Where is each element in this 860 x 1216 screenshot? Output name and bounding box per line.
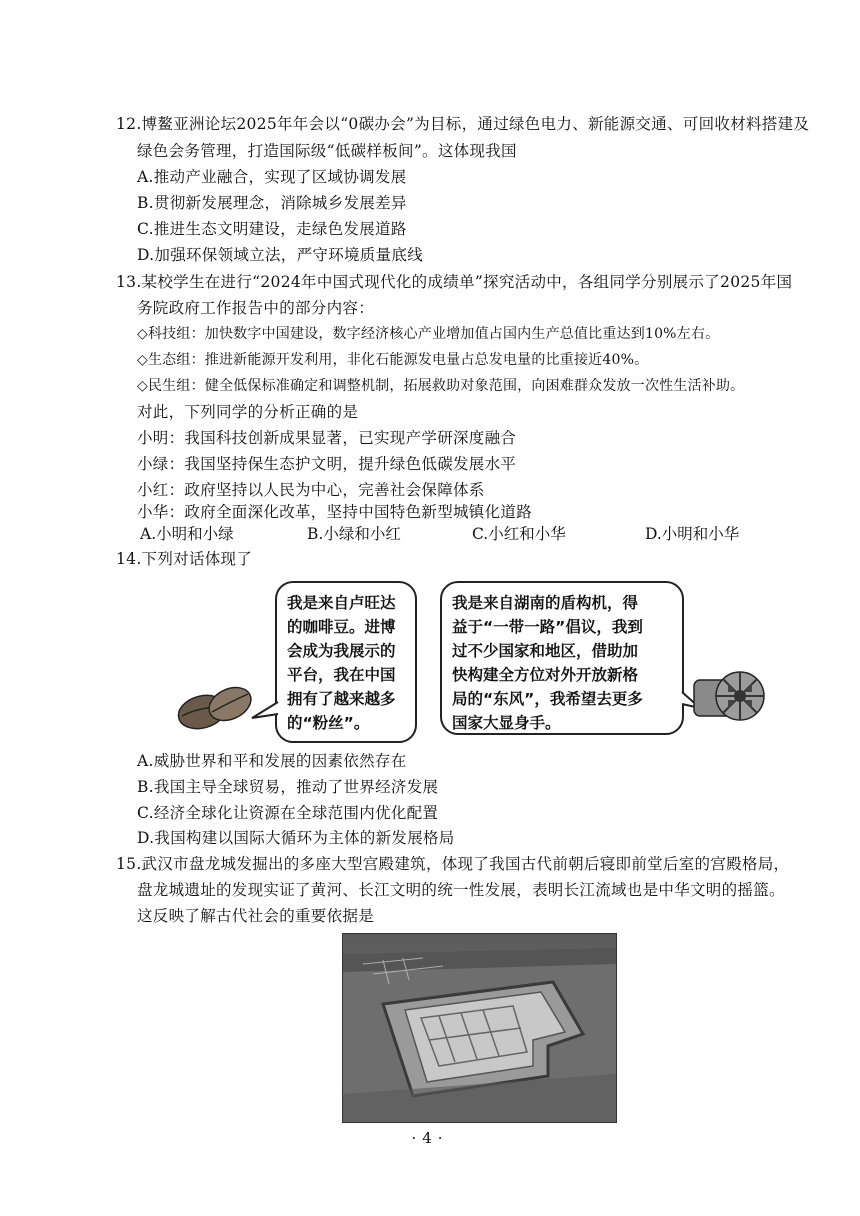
tunnel-boring-machine-illustration bbox=[688, 658, 770, 728]
bubble-right-line: 我是来自湖南的盾构机，得 bbox=[452, 594, 639, 612]
bubble-right-line: 局的“东风”，我希望去更多 bbox=[452, 690, 643, 708]
q13-group-eco: ◇生态组：推进新能源开发利用，非化石能源发电量占总发电量的比重接近40%。 bbox=[137, 352, 649, 368]
q14-option-d: D.我国构建以国际大循环为主体的新发展格局 bbox=[137, 829, 455, 847]
bubble-right-line: 过不少国家和地区，借助加 bbox=[452, 642, 639, 660]
bubble-left-line: 的“粉丝”。 bbox=[287, 714, 370, 732]
bubble-left-line: 拥有了越来越多 bbox=[287, 690, 396, 708]
q14-stem: 14.下列对话体现了 bbox=[116, 550, 253, 568]
page-number: ·4· bbox=[411, 1129, 449, 1147]
q13-option-d: D.小明和小华 bbox=[645, 525, 740, 543]
q13-stem-line1: 13.某校学生在进行“2024年中国式现代化的成绩单”探究活动中，各组同学分别展示了2025年国 bbox=[116, 273, 793, 291]
q14-option-a: A.威胁世界和平和发展的因素依然存在 bbox=[137, 752, 407, 770]
q12-option-a: A.推动产业融合，实现了区域协调发展 bbox=[137, 168, 407, 186]
q14-option-c: C.经济全球化让资源在全球范围内优化配置 bbox=[137, 804, 439, 822]
q12-stem-line1: 12.博鳌亚洲论坛2025年年会以“0碳办会”为目标，通过绿色电力、新能源交通、可回收材料搭建及 bbox=[116, 115, 810, 133]
bubble-left-line: 平台，我在中国 bbox=[287, 666, 396, 684]
q13-option-a: A.小明和小绿 bbox=[140, 525, 234, 543]
q15-stem-line1: 15.武汉市盘龙城发掘出的多座大型宫殿建筑，体现了我国古代前朝后寝即前堂后室的宫殿格局， bbox=[116, 855, 790, 873]
q13-option-b: B.小绿和小红 bbox=[307, 525, 401, 543]
bubble-right-line: 快构建全方位对外开放新格 bbox=[452, 666, 639, 684]
speech-bubble-tbm bbox=[440, 581, 684, 735]
q12-option-d: D.加强环保领域立法，严守环境质量底线 bbox=[137, 246, 424, 264]
q13-group-tech: ◇科技组：加快数字中国建设，数字经济核心产业增加值占国内生产总值比重达到10%左右。 bbox=[137, 326, 720, 342]
panlongcheng-site-photo bbox=[342, 933, 617, 1123]
q15-stem-line3: 这反映了解古代社会的重要依据是 bbox=[137, 907, 375, 925]
q13-student-xiaolv: 小绿：我国坚持保生态护文明，提升绿色低碳发展水平 bbox=[137, 455, 517, 473]
q13-student-xiaoming: 小明：我国科技创新成果显著，已实现产学研深度融合 bbox=[137, 429, 517, 447]
speech-bubble-coffee bbox=[275, 581, 417, 743]
bubble-left-line: 的咖啡豆。进博 bbox=[287, 618, 396, 636]
bubble-right-line: 国家大显身手。 bbox=[452, 714, 561, 732]
bubble-left-tail bbox=[250, 700, 280, 722]
q13-group-livelihood: ◇民生组：健全低保标准确定和调整机制，拓展救助对象范围，向困难群众发放一次性生活补助。 bbox=[137, 378, 745, 394]
q12-option-c: C.推进生态文明建设，走绿色发展道路 bbox=[137, 220, 407, 238]
q13-student-xiaohua: 小华：政府全面深化改革，坚持中国特色新型城镇化道路 bbox=[137, 503, 533, 521]
bubble-left-line: 我是来自卢旺达 bbox=[287, 594, 396, 612]
bubble-left-line: 会成为我展示的 bbox=[287, 642, 396, 660]
coffee-beans-illustration bbox=[176, 676, 258, 736]
q13-option-c: C.小红和小华 bbox=[472, 525, 566, 543]
q13-stem-line2: 务院政府工作报告中的部分内容： bbox=[137, 299, 375, 317]
q13-student-xiaohong: 小红：政府坚持以人民为中心，完善社会保障体系 bbox=[137, 481, 485, 499]
q15-stem-line2: 盘龙城遗址的发现实证了黄河、长江文明的统一性发展，表明长江流域也是中华文明的摇篮。 bbox=[137, 881, 785, 899]
q12-option-b: B.贯彻新发展理念，消除城乡发展差异 bbox=[137, 194, 407, 212]
bubble-right-line: 益于“一带一路”倡议，我到 bbox=[452, 618, 643, 636]
q13-question: 对此，下列同学的分析正确的是 bbox=[137, 403, 359, 421]
q14-option-b: B.我国主导全球贸易，推动了世界经济发展 bbox=[137, 778, 439, 796]
q12-stem-line2: 绿色会务管理，打造国际级“低碳样板间”。这体现我国 bbox=[137, 142, 517, 160]
